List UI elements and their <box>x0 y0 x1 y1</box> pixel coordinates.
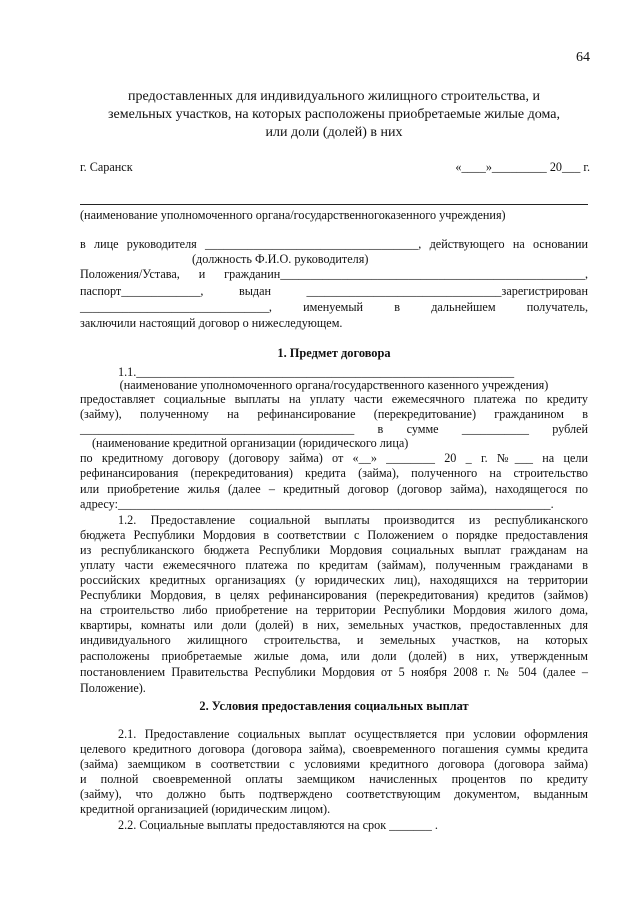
s1-line: 1.1.______________________________________________________________ <box>118 365 515 379</box>
document-title-line-2: земельных участков, на которых расположены приобретаемые жилые дома, <box>108 107 560 122</box>
s1-line: (наименование уполномоченного органа/государственного казенного учреждения) <box>119 378 549 392</box>
page-number: 64 <box>576 50 590 65</box>
org-name-rule <box>80 204 588 205</box>
city: г. Саранск <box>80 160 133 174</box>
document-title-line-1: предоставленных для индивидуального жилищного строительства, и <box>128 89 540 104</box>
s1-line: _____________________________________________ в сумме ___________ рублей <box>80 422 588 436</box>
s1-line: постановлением Правительства Республики Мордовия от 5 ноября 2008 г. № 504 (далее – <box>80 665 588 679</box>
s1-line: (наименование кредитной организации (юридического лица) <box>92 436 409 450</box>
s2-line: целевого кредитного договора (договора займа), своевременного погашения суммы кредита <box>80 742 588 756</box>
s1-line: (займу), полученному на рефинансирование (перекредитование) гражданином в <box>80 407 588 421</box>
preamble-line-1: в лице руководителя ___________________________________, действующего на основании <box>80 237 588 251</box>
s1-line: квартиры, комнаты или доли (долей) в них, земельных участков, предоставленных для <box>80 618 588 632</box>
s2-line: 2.2. Социальные выплаты предоставляются на срок _______ . <box>118 818 438 832</box>
s2-line: (займа) заемщиком в соответствии с условиями кредитного договора (договора займа) <box>80 757 588 771</box>
s1-line: из республиканского бюджета Республики Мордовия социальных выплат гражданам на <box>80 543 588 557</box>
s2-line: и полной своевременной оплаты заемщиком начисленных процентов по кредиту <box>80 772 588 786</box>
preamble-line-4: _______________________________, именуемый в дальнейшем получатель, <box>80 300 588 314</box>
s2-line: кредитной организацией (юридическим лицом). <box>80 802 331 816</box>
position-caption: (должность Ф.И.О. руководителя) <box>192 252 369 266</box>
s1-line: уплату части ежемесячного платежа по кредитам (займам), полученным гражданами в <box>80 558 588 572</box>
org-caption: (наименование уполномоченного органа/государственногоказенного учреждения) <box>80 208 506 222</box>
s1-line: на строительство либо приобретение на территории Республики Мордовия жилого дома, <box>80 603 588 617</box>
s2-line: (займу), что должно быть подтверждено соответствующим документом, выданным <box>80 787 588 801</box>
section-1-heading: 1. Предмет договора <box>277 346 391 360</box>
s1-line: 1.2. Предоставление социальной выплаты производится из республиканского <box>118 513 588 527</box>
s1-line: предоставляет социальные выплаты на уплату части ежемесячного платежа по кредиту <box>80 392 588 406</box>
section-2-heading: 2. Условия предоставления социальных выплат <box>199 699 469 713</box>
s1-line: бюджета Республики Мордовия в соответствии с Положением о порядке предоставления <box>80 528 588 542</box>
s1-line: расположены приобретаемые жилые дома, или доли (долей) в них, утвержденным <box>80 649 588 663</box>
s1-line: российских кредитных организациях (у юридических лиц), находящихся на территории <box>80 573 588 587</box>
s1-line: индивидуального жилищного строительства, и земельных участков, на которых <box>80 633 588 647</box>
s1-line: рефинансирования (перекредитования) кредита (займа), полученного на строительство <box>80 466 588 480</box>
preamble-line-3: паспорт_____________, выдан ________________________________зарегистрирован <box>80 284 588 298</box>
s1-line: или приобретение жилья (далее – кредитный договор (договор займа), находящегося по <box>80 482 588 496</box>
preamble-line-5: заключили настоящий договор о нижеследующем. <box>80 316 343 330</box>
s1-line: Положение). <box>80 681 146 695</box>
s1-line: адресу:_______________________________________________________________________. <box>80 497 554 511</box>
preamble-line-2: Положения/Устава, и гражданин__________________________________________________, <box>80 267 588 281</box>
s2-line: 2.1. Предоставление социальных выплат осуществляется при условии оформления <box>118 727 588 741</box>
date-field: «____»_________ 20___ г. <box>455 160 590 174</box>
s1-line: по кредитному договору (договору займа) от «__» ________ 20 _ г. №___ на цели <box>80 451 588 465</box>
s1-line: Республики Мордовия, в целях рефинансирования (перекредитования) кредитов (займов) <box>80 588 588 602</box>
document-title-line-3: или доли (долей) в них <box>265 125 403 140</box>
